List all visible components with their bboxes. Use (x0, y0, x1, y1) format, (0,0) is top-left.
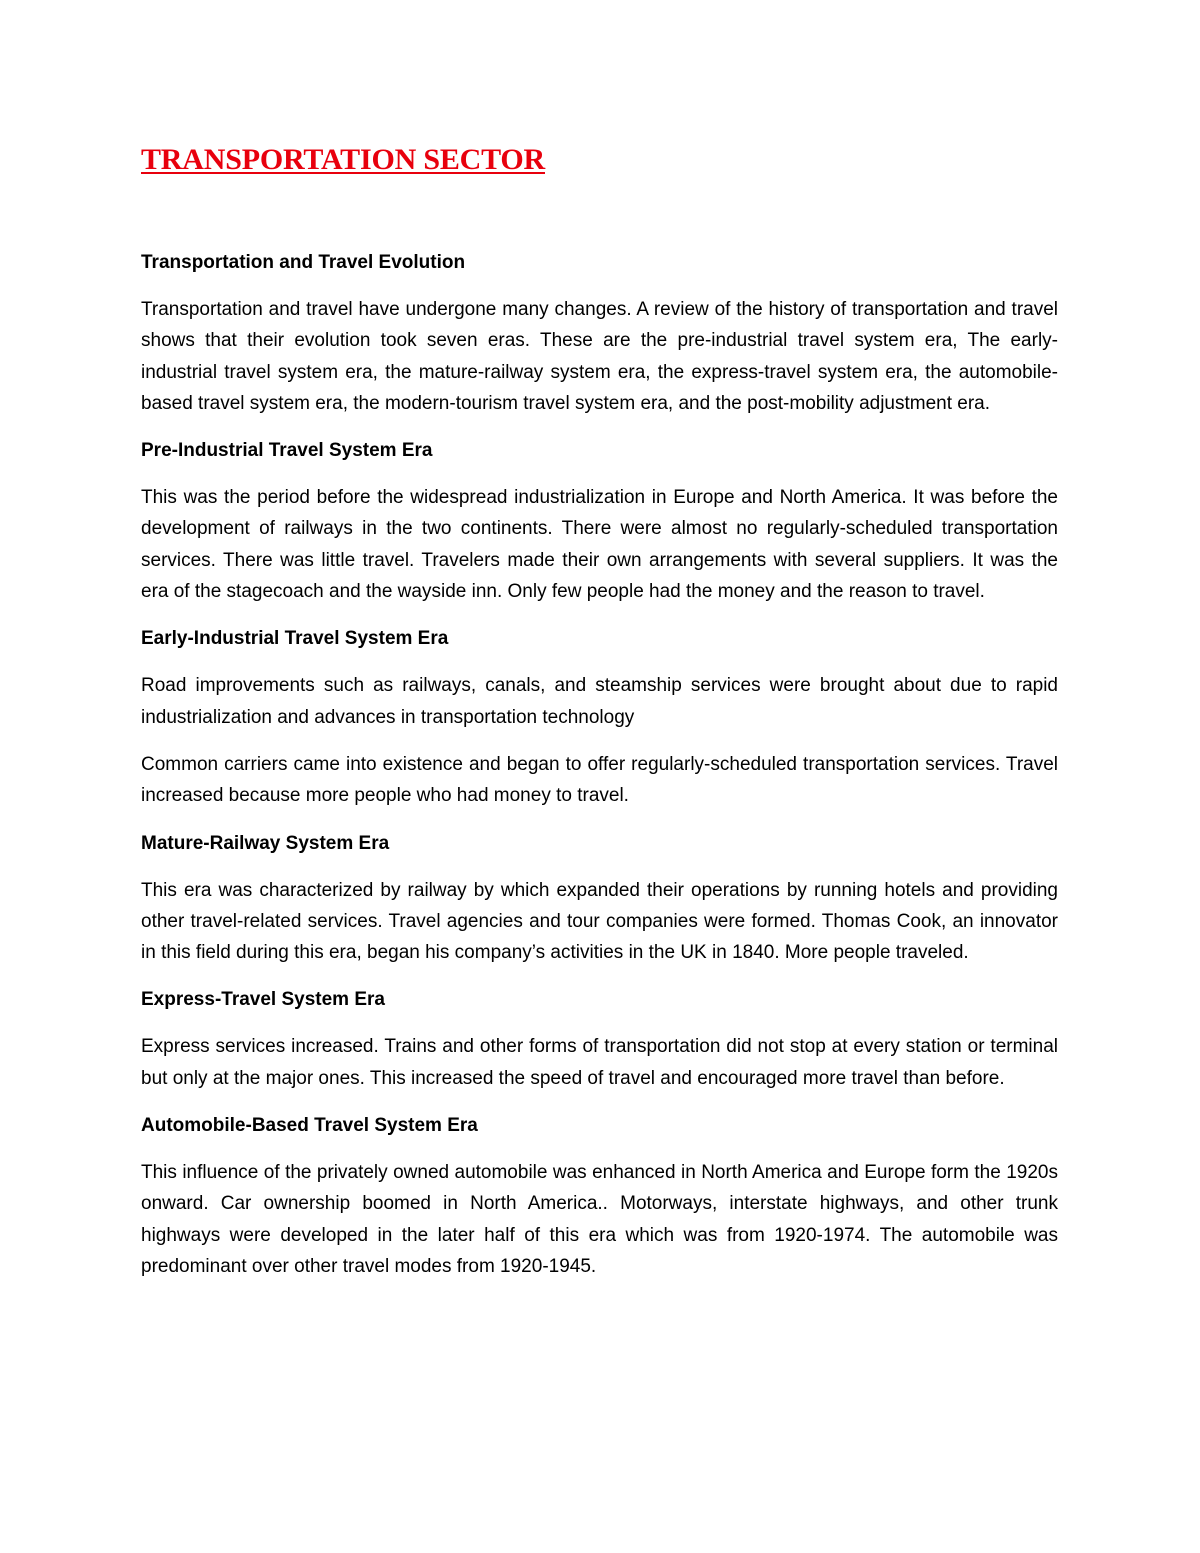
section-heading: Early-Industrial Travel System Era (141, 628, 449, 650)
document-title: TRANSPORTATION SECTOR (141, 143, 545, 176)
paragraph: Common carriers came into existence and began to offer regularly-scheduled transportation services. Travel increased because more people who had money to travel. (141, 753, 1058, 807)
paragraph: Road improvements such as railways, canals, and steamship services were brought about due to rapid industrialization and advances in transportation technology (141, 675, 1058, 728)
paragraph: This influence of the privately owned automobile was enhanced in North America and Europe form the 1920s onward. Car ownership boomed in North America.. Motorways, interstate highways, and other trunk highways were developed in the later half of this era which was from 1920-1974. The automobile was predominant over other travel modes from 1920-1945. (141, 1162, 1058, 1277)
section-heading: Transportation and Travel Evolution (141, 252, 466, 273)
section-heading: Pre-Industrial Travel System Era (141, 440, 433, 462)
section-transportation-evolution (141, 247, 1058, 419)
section-mature-railway (141, 828, 1058, 969)
section-express-travel (141, 984, 1058, 1094)
paragraph: This was the period before the widespread industrialization in Europe and North America. It was before the development of railways in the two continents. There were almost no regularly-scheduled transportation services. There was little travel. Travelers made their own arrangements with several suppliers. It was the era of the stagecoach and the wayside inn. Only few people had the money and the reason to travel. (141, 487, 1058, 603)
paragraph: This era was characterized by railway by which expanded their operations by running hotels and providing other travel-related services. Travel agencies and tour companies were formed. Thomas Cook, an innovator in this field during this era, began his company’s activities in the UK in 1840. More people traveled. (141, 879, 1058, 964)
section-heading: Mature-Railway System Era (141, 832, 390, 854)
paragraph: Transportation and travel have undergone many changes. A review of the history of transportation and travel shows that their evolution took seven eras. These are the pre-industrial travel system era, The early-industrial travel system era, the mature-railway system era, the express-travel system era, the automobile-based travel system era, the modern-tourism travel system era, and the post-mobility adjustment era. (141, 299, 1058, 414)
section-automobile-based (141, 1110, 1058, 1282)
section-pre-industrial (141, 435, 1058, 607)
document-body (141, 140, 1058, 1298)
section-heading: Automobile-Based Travel System Era (141, 1115, 478, 1137)
paragraph: Express services increased. Trains and other forms of transportation did not stop at every station or terminal but only at the major ones. This increased the speed of travel and encouraged more travel than before. (141, 1036, 1058, 1089)
section-early-industrial (141, 623, 1058, 811)
section-heading: Express-Travel System Era (141, 989, 385, 1011)
